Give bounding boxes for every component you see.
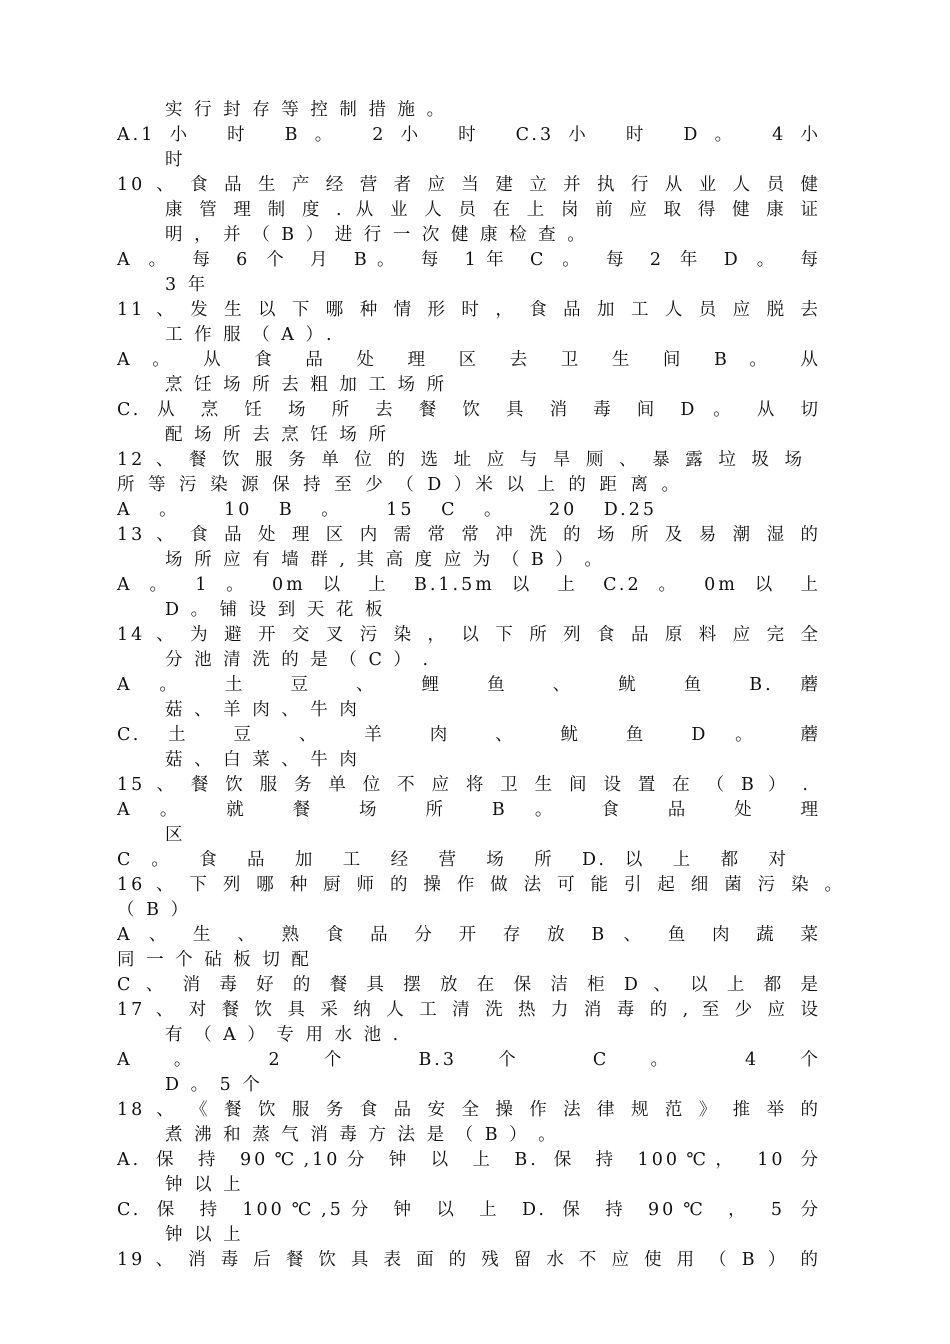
text-line: D 。 铺 设 到 天 花 板: [165, 600, 386, 620]
text-line: 钟 以 上: [165, 1175, 244, 1195]
text-line: 11 、 发 生 以 下 哪 种 情 形 时 ， 食 品 加 工 人 员 应 脱 去: [117, 300, 821, 320]
text-line: 烹 饪 场 所 去 粗 加 工 场 所: [165, 375, 448, 395]
text-line: 区: [165, 825, 186, 845]
text-line: 15 、 餐 饮 服 务 单 位 不 应 将 卫 生 间 设 置 在 （ B ） .: [117, 775, 811, 795]
text-line: A 。 从 食 品 处 理 区 去 卫 生 间 B 。 从: [117, 350, 821, 370]
text-line: C 、 消 毒 好 的 餐 具 摆 放 在 保 洁 柜 D 、 以 上 都 是: [117, 975, 821, 995]
text-line: A 。 就 餐 场 所 B 。 食 品 处 理: [117, 800, 822, 820]
text-line: 17 、 对 餐 饮 具 采 纳 人 工 清 洗 热 力 消 毒 的 , 至 少 应 设: [117, 1000, 821, 1020]
text-line: 分 池 清 洗 的 是 （ C ） .: [165, 650, 432, 670]
text-line: 12 、 餐 饮 服 务 单 位 的 选 址 应 与 旱 厕 、 暴 露 垃 圾 场: [117, 450, 805, 470]
text-line: 配 场 所 去 烹 饪 场 所: [165, 425, 389, 445]
text-line: 菇 、 白 菜 、 牛 肉: [165, 750, 360, 770]
text-line: 实 行 封 存 等 控 制 措 施 。: [165, 100, 448, 120]
text-line: 场 所 应 有 墙 群 , 其 高 度 应 为 （ B ） 。: [165, 550, 605, 570]
text-line: C. 保 持 100℃,5分 钟 以 上 D. 保 持 90℃ ， 5 分: [117, 1200, 821, 1220]
text-line: 13 、 食 品 处 理 区 内 需 常 常 冲 洗 的 场 所 及 易 潮 湿 的: [117, 525, 821, 545]
text-line: 18 、 《 餐 饮 服 务 食 品 安 全 操 作 法 律 规 范 》 推 举 的: [117, 1100, 821, 1120]
text-line: C. 土 豆 、 羊 肉 、 鱿 鱼 D 。 蘑: [117, 725, 821, 745]
text-line: A 。 2 个 B.3 个 C 。 4 个: [117, 1050, 821, 1070]
text-line: 19 、 消 毒 后 餐 饮 具 表 面 的 残 留 水 不 应 使 用 （ B ） 的: [117, 1250, 821, 1270]
text-line: 钟 以 上: [165, 1225, 244, 1245]
text-line: A. 保 持 90℃,10分 钟 以 上 B. 保 持 100℃， 10 分: [117, 1150, 821, 1170]
text-line: 3 年: [165, 275, 209, 295]
text-line: 煮 沸 和 蒸 气 消 毒 方 法 是 （ B ） 。: [165, 1125, 559, 1145]
text-line: 10 、 食 品 生 产 经 营 者 应 当 建 立 并 执 行 从 业 人 员 健: [117, 175, 821, 195]
text-line: 工 作 服 （ A ）.: [165, 325, 335, 345]
text-line: C 。 食 品 加 工 经 营 场 所 D. 以 上 都 对: [117, 850, 789, 870]
text-line: 同 一 个 砧 板 切 配: [117, 950, 312, 970]
text-line: （ B ）: [117, 900, 191, 920]
text-line: C. 从 烹 饪 场 所 去 餐 饮 具 消 毒 间 D 。 从 切: [117, 400, 821, 420]
text-line: 康 管 理 制 度 . 从 业 人 员 在 上 岗 前 应 取 得 健 康 证: [165, 200, 821, 220]
text-line: D 。 5 个: [165, 1075, 263, 1095]
text-line: 明 ， 并 （ B ） 进 行 一 次 健 康 检 查 。: [165, 225, 588, 245]
text-line: 有 （ A ） 专 用 水 池 .: [165, 1025, 402, 1045]
text-line: 16 、 下 列 哪 种 厨 师 的 操 作 做 法 可 能 引 起 细 菌 污 染 。: [117, 875, 845, 895]
text-line: 菇 、 羊 肉 、 牛 肉: [165, 700, 360, 720]
text-line: 14 、 为 避 开 交 叉 污 染 ， 以 下 所 列 食 品 原 料 应 完 全: [117, 625, 821, 645]
text-line: A 。 10 B 。 15 C 。 20 D.25: [117, 500, 657, 520]
text-line: 所 等 污 染 源 保 持 至 少 （ D ）米 以 上 的 距 离 。: [117, 475, 682, 495]
text-line: A.1小 时 B。 2小 时 C.3小 时 D。 4小: [117, 125, 821, 145]
text-line: A 、 生 、 熟 食 品 分 开 存 放 B 、 鱼 肉 蔬 菜: [117, 925, 821, 945]
text-line: A 。 土 豆 、 鲤 鱼 、 鱿 鱼 B. 蘑: [117, 675, 821, 695]
text-line: 时: [165, 150, 186, 170]
text-line: A 。 1 。 0m 以 上 B.1.5m 以 上 C.2 。 0m 以 上: [117, 575, 821, 595]
text-line: A 。 每 6 个 月 B。 每 1年 C 。 每 2 年 D 。 每: [117, 250, 821, 270]
